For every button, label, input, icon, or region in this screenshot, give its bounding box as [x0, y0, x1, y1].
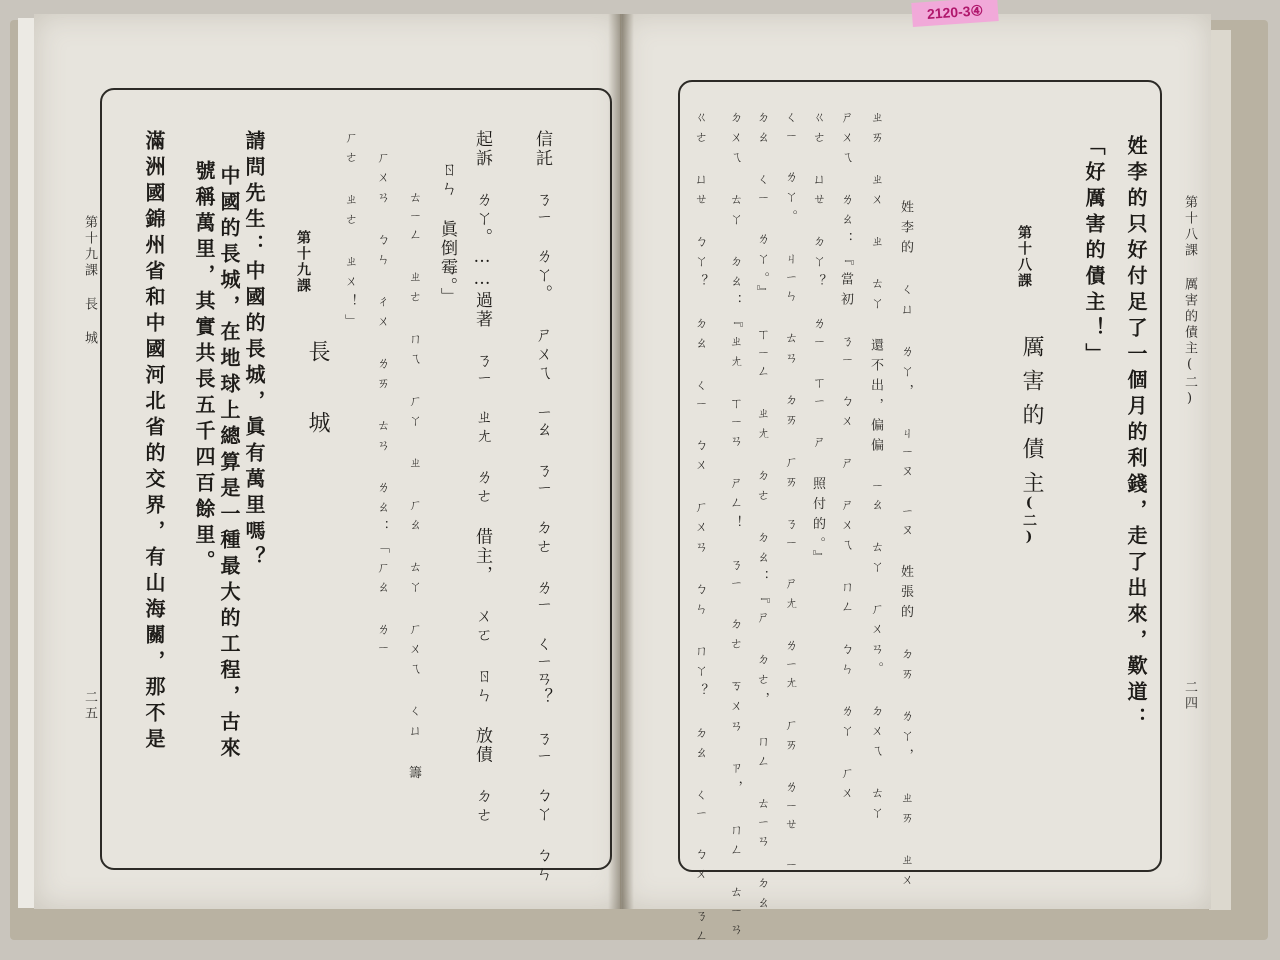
left-zhuyin-column-4: ㄖㄣ 眞倒霉。」 — [437, 160, 457, 307]
right-lesson-title: 厲害的債主 — [1019, 335, 1044, 505]
right-zhuyin-column-1: 姓李的 ㄑㄩ ㄌㄚ， ㄐㄧㄡ ㄧㄡ 姓張的 ㄉㄞ ㄌㄚ， ㄓㄞ ㄓㄨ — [898, 200, 913, 893]
right-text-column-1: 姓李的只好付足了一個月的利錢，走了出來，歎道： — [1124, 135, 1148, 733]
right-running-head: 第十八課 厲害的債主(二) — [1182, 195, 1197, 409]
right-text-column-2: 「好厲害的債主！」 — [1082, 135, 1106, 369]
right-page-edge — [1208, 30, 1231, 910]
left-running-head: 第十九課 長 城 — [82, 215, 97, 347]
right-zhuyin-column-8: ㄍㄜ ㄩㄝ ㄅㄚ？ ㄉㄠ ㄑㄧ ㄅㄨ ㄏㄨㄢ ㄅㄣ ㄇㄚ？ ㄉㄠ ㄑㄧ ㄅㄨ ㄋㄥ — [692, 110, 707, 949]
right-zhuyin-column-4: ㄍㄜ ㄩㄝ ㄉㄚ？ ㄌㄧ ㄒㄧ ㄕ 照付的。』 — [810, 110, 825, 571]
left-page-number: 二五 — [82, 690, 97, 722]
left-text-column-4: 請問先生：中國的長城，眞有萬里嗎？ — [242, 130, 266, 572]
left-zhuyin-column-5: 起訴 ㄌㄚ。……過著 ㄋㄧ ㄓㄤ ㄌㄜ 借主， ㄨㄛ ㄖㄣ 放債 ㄉㄜ — [472, 130, 492, 825]
left-zhuyin-column-6: 信託 ㄋㄧ ㄌㄚ。 ㄕㄨㄟ ㄧㄠ ㄋㄧ ㄉㄜ ㄌㄧ ㄑㄧㄢ？ ㄋㄧ ㄅㄚ ㄅㄣ — [532, 130, 552, 884]
right-zhuyin-column-5: ㄑㄧ ㄌㄚ。 ㄐㄧㄣ ㄊㄢ ㄉㄞ ㄏㄞ ㄋㄧ ㄕㄤ ㄌㄧㄤ ㄏㄞ ㄌㄧㄝ ㄧ — [782, 110, 797, 877]
right-zhuyin-column-2: ㄓㄞ ㄓㄨ ㄓ ㄊㄚ 還不出，偏偏 ㄧㄠ ㄊㄚ ㄏㄨㄢ。 ㄉㄨㄟ ㄊㄚ — [868, 110, 883, 826]
left-zhuyin-column-3: ㄊㄧㄥ ㄓㄜ ㄇㄟ ㄏㄚ ㄓ ㄏㄠ ㄊㄚ ㄏㄨㄟ ㄑㄩ 籌 — [406, 190, 421, 786]
left-text-column-1: 滿洲國錦州省和中國河北省的交界，有山海關，那不是 — [142, 130, 166, 754]
right-page-number: 二四 — [1182, 680, 1197, 712]
catalog-sticker: 2120-3④ — [911, 0, 998, 27]
left-text-column-2: 號稱萬里，其實共長五千四百餘里。 — [192, 160, 216, 576]
right-zhuyin-column-7: ㄉㄨㄟ ㄊㄚ ㄉㄠ：『ㄓㄤ ㄒㄧㄢ ㄕㄥ！ ㄋㄧ ㄉㄜ ㄎㄨㄢ ㄗ， ㄇㄥ ㄊㄧㄢ — [727, 110, 742, 943]
right-lesson-part: (二) — [1021, 495, 1037, 547]
left-zhuyin-column-2: ㄏㄨㄢ ㄅㄣ ㄔㄨ ㄌㄞ ㄊㄢ ㄌㄠ：「ㄏㄠ ㄌㄧ — [374, 150, 389, 660]
right-zhuyin-column-6: ㄉㄠ ㄑㄧ ㄌㄚ。』 ㄒㄧㄥ ㄓㄤ ㄉㄜ ㄉㄠ：『ㄕ ㄉㄜ， ㄇㄥ ㄊㄧㄢ ㄉㄠ — [754, 110, 769, 916]
right-zhuyin-column-3: ㄕㄨㄟ ㄌㄠ：『當初 ㄋㄧ ㄅㄨ ㄕ ㄕㄨㄟ ㄇㄥ ㄅㄣ ㄌㄚ ㄏㄨ — [838, 110, 853, 806]
left-text-column-3: 中國的長城，在地球上總算是一種最大的工程，古來 — [217, 165, 241, 763]
left-lesson-label: 第十九課 — [295, 230, 311, 294]
right-lesson-label: 第十八課 — [1016, 225, 1032, 289]
left-lesson-title: 長 城 — [305, 340, 330, 445]
left-zhuyin-column-1: ㄏㄜ ㄓㄜ ㄓㄨ！」 — [342, 130, 357, 334]
